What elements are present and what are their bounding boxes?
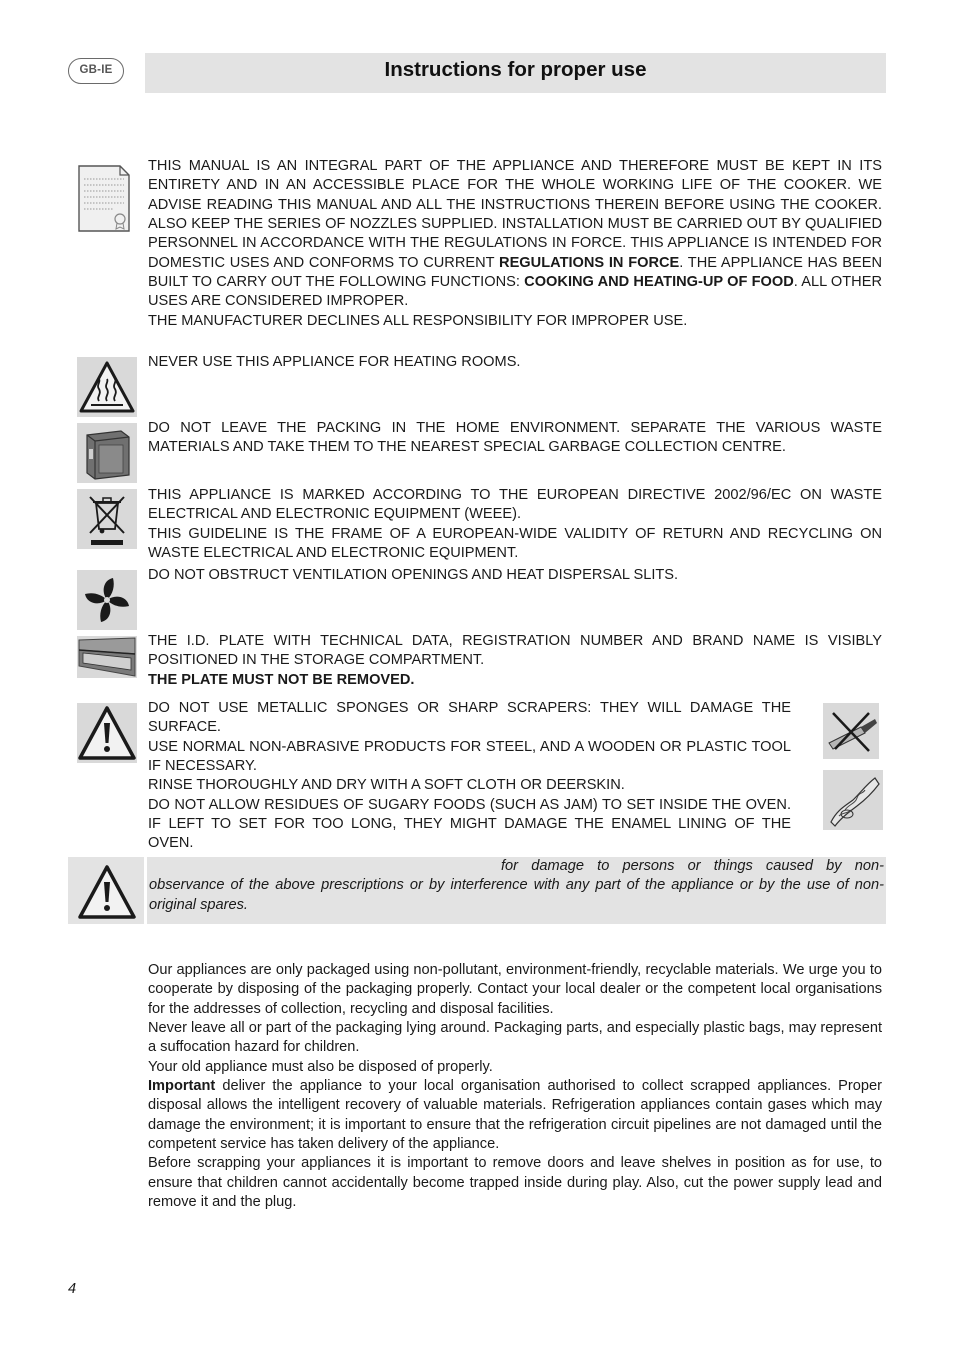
cleaning-paragraph-4: DO NOT ALLOW RESIDUES OF SUGARY FOODS (SUCH AS JAM) TO SET INSIDE THE OVEN. IF LEFT TO SET FOR TOO LONG, THEY MIGHT DAMAGE THE ENAMEL LINING OF THE OVEN.	[148, 796, 791, 852]
liability-text: for damage to persons or things caused by non-observance of the above prescriptions or by interference with any part of the appliance or by the use of non-original spares.	[149, 858, 884, 913]
warning-triangle-icon	[77, 862, 137, 922]
page-number: 4	[68, 1281, 77, 1297]
disposal-paragraph-1: Our appliances are only packaged using non-pollutant, environment-friendly, recyclable materials. We urge you to cooperate by disposing of the packaging properly. Contact your local dealer or the competent local organisations for the addresses of collection, recycling and disposal facilities.	[148, 962, 882, 1017]
id-plate-paragraph: THE I.D. PLATE WITH TECHNICAL DATA, REGISTRATION NUMBER AND BRAND NAME IS VISIBLY POSITIONED IN THE STORAGE COMPARTMENT.	[148, 633, 882, 669]
disposal-paragraph-2: Never leave all or part of the packaging lying around. Packaging parts, and especially plastic bags, may represent a suffocation hazard for children.	[148, 1020, 882, 1056]
cloth-icon	[823, 770, 883, 830]
page-title: Instructions for proper use	[384, 58, 647, 81]
disposal-section	[148, 961, 882, 1212]
cleaning-paragraph-3: RINSE THOROUGHLY AND DRY WITH A SOFT CLOTH OR DEERSKIN.	[148, 777, 625, 794]
responsibility-paragraph: THE MANUFACTURER DECLINES ALL RESPONSIBILITY FOR IMPROPER USE.	[148, 312, 688, 329]
document-icon	[78, 165, 130, 233]
weee-bin-icon	[77, 489, 137, 549]
cleaning-paragraph-2: USE NORMAL NON-ABRASIVE PRODUCTS FOR STEEL, AND A WOODEN OR PLASTIC TOOL IF NECESSARY.	[148, 738, 791, 775]
disposal-paragraph-4: Important deliver the appliance to your local organisation authorised to collect scrapped appliances. Proper disposal allows the intelligent recovery of valuable materials. Refrigeration appliances contain gases which may damage the environment; it is important to ensure that the refrigeration circuit pipelines are not damaged until the competent service has taken delivery of the appliance.	[148, 1078, 882, 1153]
fan-icon	[77, 570, 137, 630]
ventilation-warning: DO NOT OBSTRUCT VENTILATION OPENINGS AND HEAT DISPERSAL SLITS.	[148, 567, 679, 583]
header-bar	[145, 53, 886, 93]
disposal-paragraph-3: Your old appliance must also be disposed of properly.	[148, 1058, 493, 1075]
weee-paragraph-1: THIS APPLIANCE IS MARKED ACCORDING TO THE EUROPEAN DIRECTIVE 2002/96/EC ON WASTE ELECTRICAL AND ELECTRONIC EQUIPMENT (WEEE).	[148, 487, 882, 523]
cleaning-paragraph-1: DO NOT USE METALLIC SPONGES OR SHARP SCRAPERS: THEY WILL DAMAGE THE SURFACE.	[148, 700, 791, 736]
warning-triangle-icon	[77, 703, 137, 763]
hot-surface-icon	[77, 357, 137, 417]
weee-paragraph-2: THIS GUIDELINE IS THE FRAME OF A EUROPEAN-WIDE VALIDITY OF RETURN AND RECYCLING ON WASTE ELECTRICAL AND ELECTRONIC EQUIPMENT.	[148, 525, 882, 562]
id-plate-icon	[77, 636, 137, 678]
packing-warning: DO NOT LEAVE THE PACKING IN THE HOME ENVIRONMENT. SEPARATE THE VARIOUS WASTE MATERIALS AND TAKE THEM TO THE NEAREST SPECIAL GARBAGE COLLECTION CENTRE.	[148, 420, 882, 456]
manual-paragraph: THIS MANUAL IS AN INTEGRAL PART OF THE APPLIANCE AND THEREFORE MUST BE KEPT IN ITS ENTIRETY AND IN AN ACCESSIBLE PLACE FOR THE WHOLE WORKING LIFE OF THE COOKER. WE ADVISE READING THIS MANUAL AND ALL THE INSTRUCTIONS THEREIN BEFORE USING THE COOKER. ALSO KEEP THE SERIES OF NOZZLES SUPPLIED. INSTALLATION MUST BE CARRIED OUT BY QUALIFIED PERSONNEL IN ACCORDANCE WITH THE REGULATIONS IN FORCE. THIS APPLIANCE IS INTENDED FOR DOMESTIC USES AND CONFORMS TO CURRENT REGULATIONS IN FORCE. THE APPLIANCE HAS BEEN BUILT TO CARRY OUT THE FOLLOWING FUNCTIONS: COOKING AND HEATING-UP OF FOOD. ALL OTHER USES ARE CONSIDERED IMPROPER.	[148, 158, 882, 310]
language-badge: GB-IE	[68, 58, 124, 84]
manual-section	[148, 157, 882, 331]
scraper-crossed-icon	[823, 703, 879, 759]
id-plate-section	[148, 632, 882, 690]
liability-divider	[144, 857, 147, 924]
heating-warning: NEVER USE THIS APPLIANCE FOR HEATING ROOMS.	[148, 354, 521, 370]
disposal-paragraph-5: Before scrapping your appliances it is important to remove doors and leave shelves in position as for use, to ensure that children cannot accidentally become trapped inside during play. Also, cut the power supply lead and remove it and the plug.	[148, 1155, 882, 1211]
cleaning-section	[148, 699, 791, 854]
packing-box-icon	[77, 423, 137, 483]
weee-section	[148, 486, 882, 563]
id-plate-bold: THE PLATE MUST NOT BE REMOVED.	[148, 671, 415, 688]
